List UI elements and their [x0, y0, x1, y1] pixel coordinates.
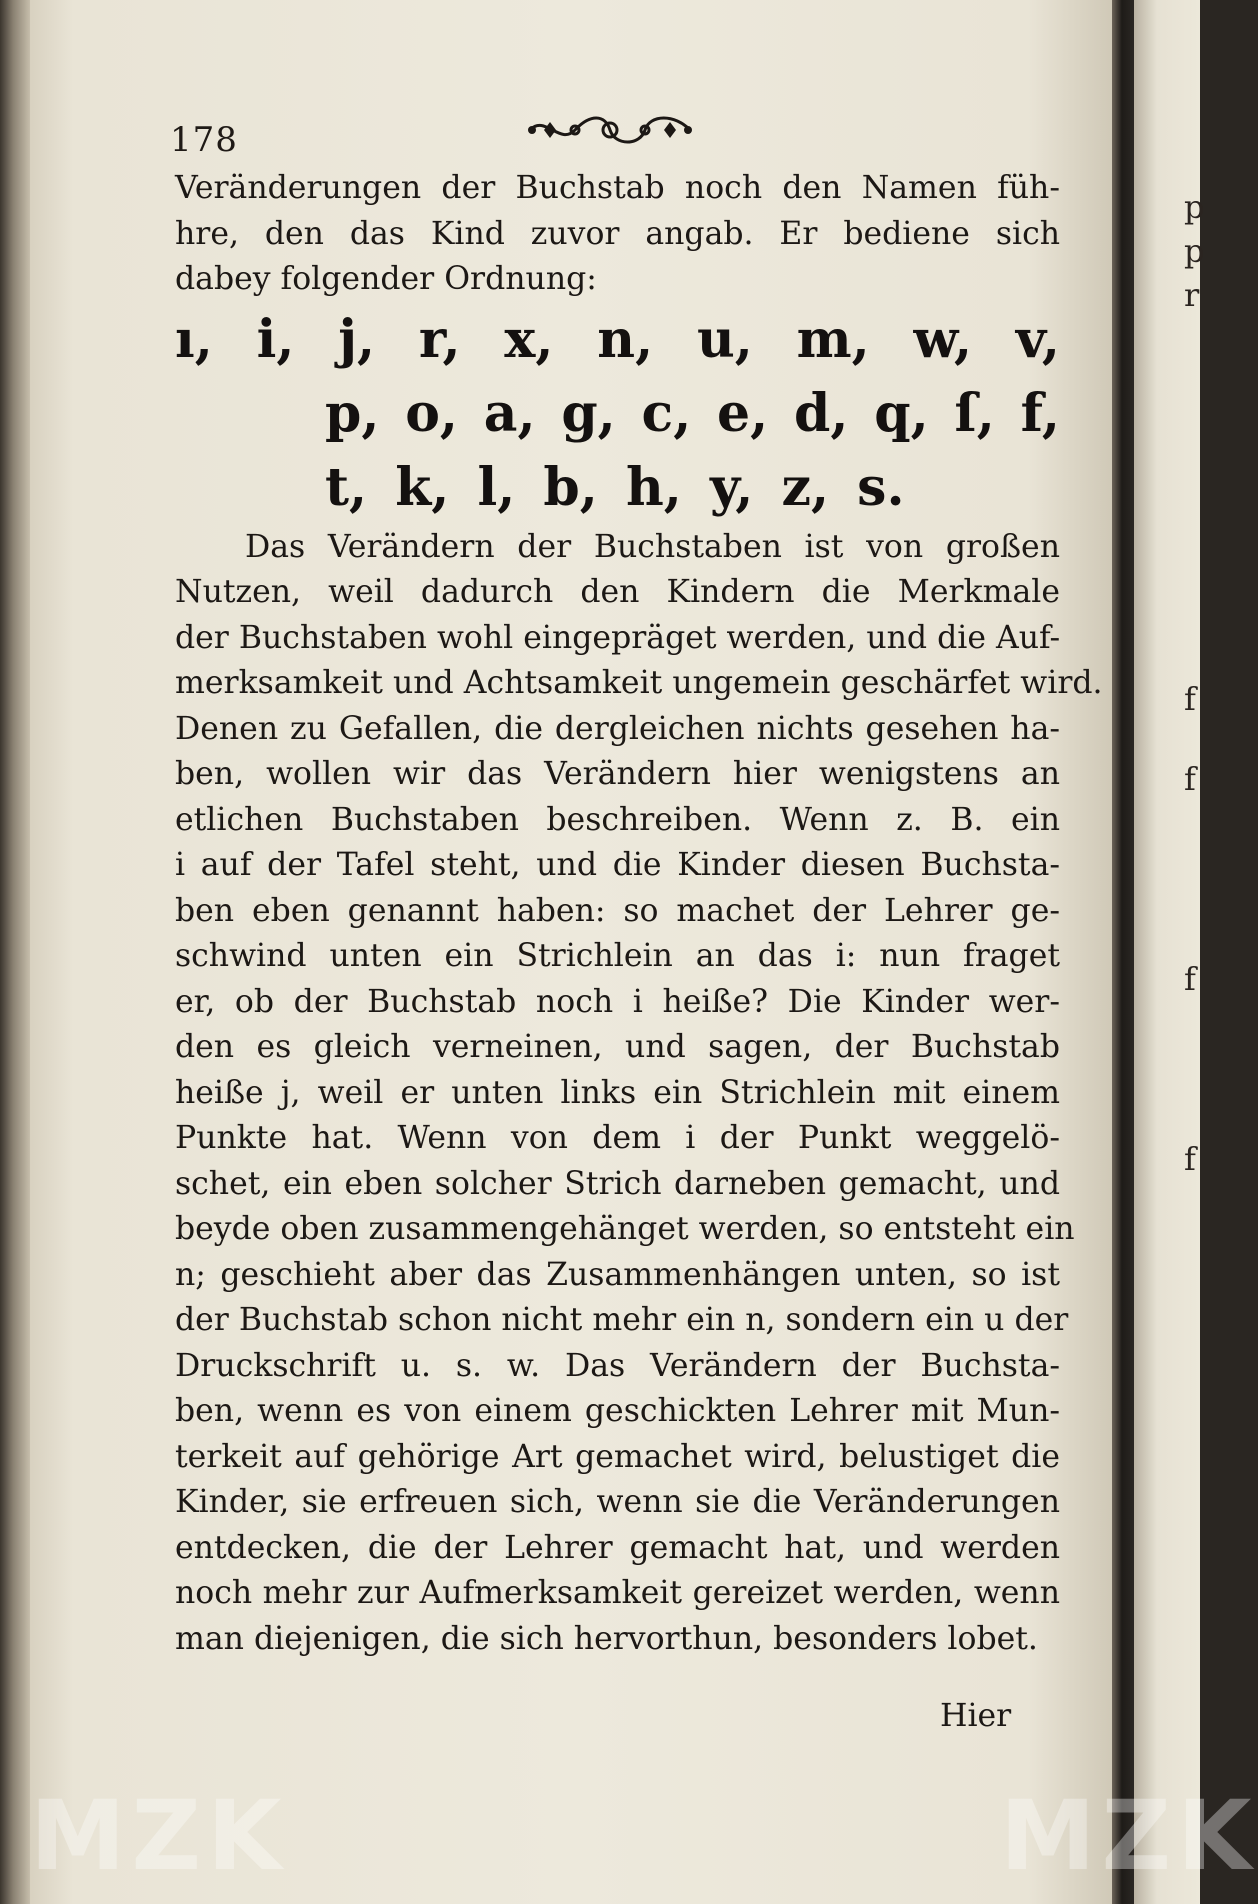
text-line: beyde oben zusammengehänget werden, so entsteht ein — [175, 1211, 1075, 1247]
text-line: Druckschrift u. s. w. Das Verändern der Buchsta- — [175, 1347, 1060, 1384]
main-text — [175, 166, 1103, 1662]
text-line: Das Verändern der Buchstaben ist von großen — [245, 528, 1060, 565]
book-gutter — [1112, 0, 1134, 1904]
text-line: Nutzen, weil dadurch den Kindern die Merkmale — [175, 574, 1060, 610]
page-number: 178 — [170, 120, 238, 160]
text-line: den es gleich verneinen, und sagen, der Buchstab — [175, 1029, 1060, 1065]
text-line: Veränderungen der Buchstab noch den Namen füh- — [175, 170, 1060, 206]
facing-page-edge — [1134, 0, 1205, 1904]
alphabet-row: t, k, l, b, h, y, z, s. — [325, 456, 905, 518]
facing-page-fragment: f — [1184, 760, 1196, 798]
text-line: Kinder, sie erfreuen sich, wenn sie die Veränderungen — [175, 1484, 1060, 1520]
text-line: ben, wollen wir das Verändern hier wenigstens an — [175, 756, 1060, 792]
facing-page-fragment: f — [1184, 1140, 1196, 1178]
text-line: der Buchstaben wohl eingepräget werden, und die Auf- — [175, 619, 1061, 656]
facing-page-fragment: r — [1184, 276, 1200, 314]
watermark: MZK — [30, 1780, 288, 1892]
text-line: man diejenigen, die sich hervorthun, besonders lobet. — [175, 1620, 1038, 1657]
text-line: hre, den das Kind zuvor angab. Er bediene sich — [175, 215, 1060, 252]
alphabet-row: p, o, a, g, c, e, d, q, ſ, f, — [325, 382, 1060, 444]
text-line: entdecken, die der Lehrer gemacht hat, und werden — [175, 1529, 1060, 1566]
text-line: terkeit auf gehörige Art gemachet wird, belustiget die — [175, 1438, 1060, 1475]
text-line: dabey folgender Ordnung: — [175, 261, 597, 297]
text-line: schwind unten ein Strichlein an das i: nun fraget — [175, 938, 1060, 974]
text-line: etlichen Buchstaben beschreiben. Wenn z. B. ein — [175, 801, 1060, 838]
text-line: Denen zu Gefallen, die dergleichen nichts gesehen ha- — [175, 710, 1060, 747]
facing-page-fragment: p — [1184, 232, 1205, 270]
text-line: ben, wenn es von einem geschickten Lehrer mit Mun- — [175, 1393, 1060, 1429]
facing-page-fragment: f — [1184, 960, 1196, 998]
text-line: i auf der Tafel steht, und die Kinder diesen Buchsta- — [175, 847, 1060, 883]
text-line: der Buchstab schon nicht mehr ein n, sondern ein u der — [175, 1302, 1069, 1338]
text-line: er, ob der Buchstab noch i heiße? Die Kinder wer- — [175, 983, 1060, 1020]
catchword: Hier — [940, 1698, 1012, 1734]
text-line: Punkte hat. Wenn von dem i der Punkt weggelö- — [175, 1120, 1060, 1156]
text-line: ben eben genannt haben: so machet der Lehrer ge- — [175, 892, 1060, 929]
text-line: schet, ein eben solcher Strich darneben gemacht, und — [175, 1165, 1060, 1202]
text-line: heiße j, weil er unten links ein Strichlein mit einem — [175, 1074, 1060, 1111]
text-line: noch mehr zur Aufmerksamkeit gereizet werden, wenn — [175, 1575, 1060, 1611]
ornament-icon — [520, 108, 700, 152]
text-line: merksamkeit und Achtsamkeit ungemein geschärfet wird. — [175, 665, 1103, 701]
facing-page-fragment: p — [1184, 188, 1205, 226]
alphabet-row: ı, i, j, r, x, n, u, m, w, v, — [175, 308, 1060, 370]
text-line: n; geschieht aber das Zusammenhängen unten, so ist — [175, 1256, 1060, 1293]
watermark: MZK — [1000, 1780, 1258, 1892]
facing-page-fragment: f — [1184, 680, 1196, 718]
